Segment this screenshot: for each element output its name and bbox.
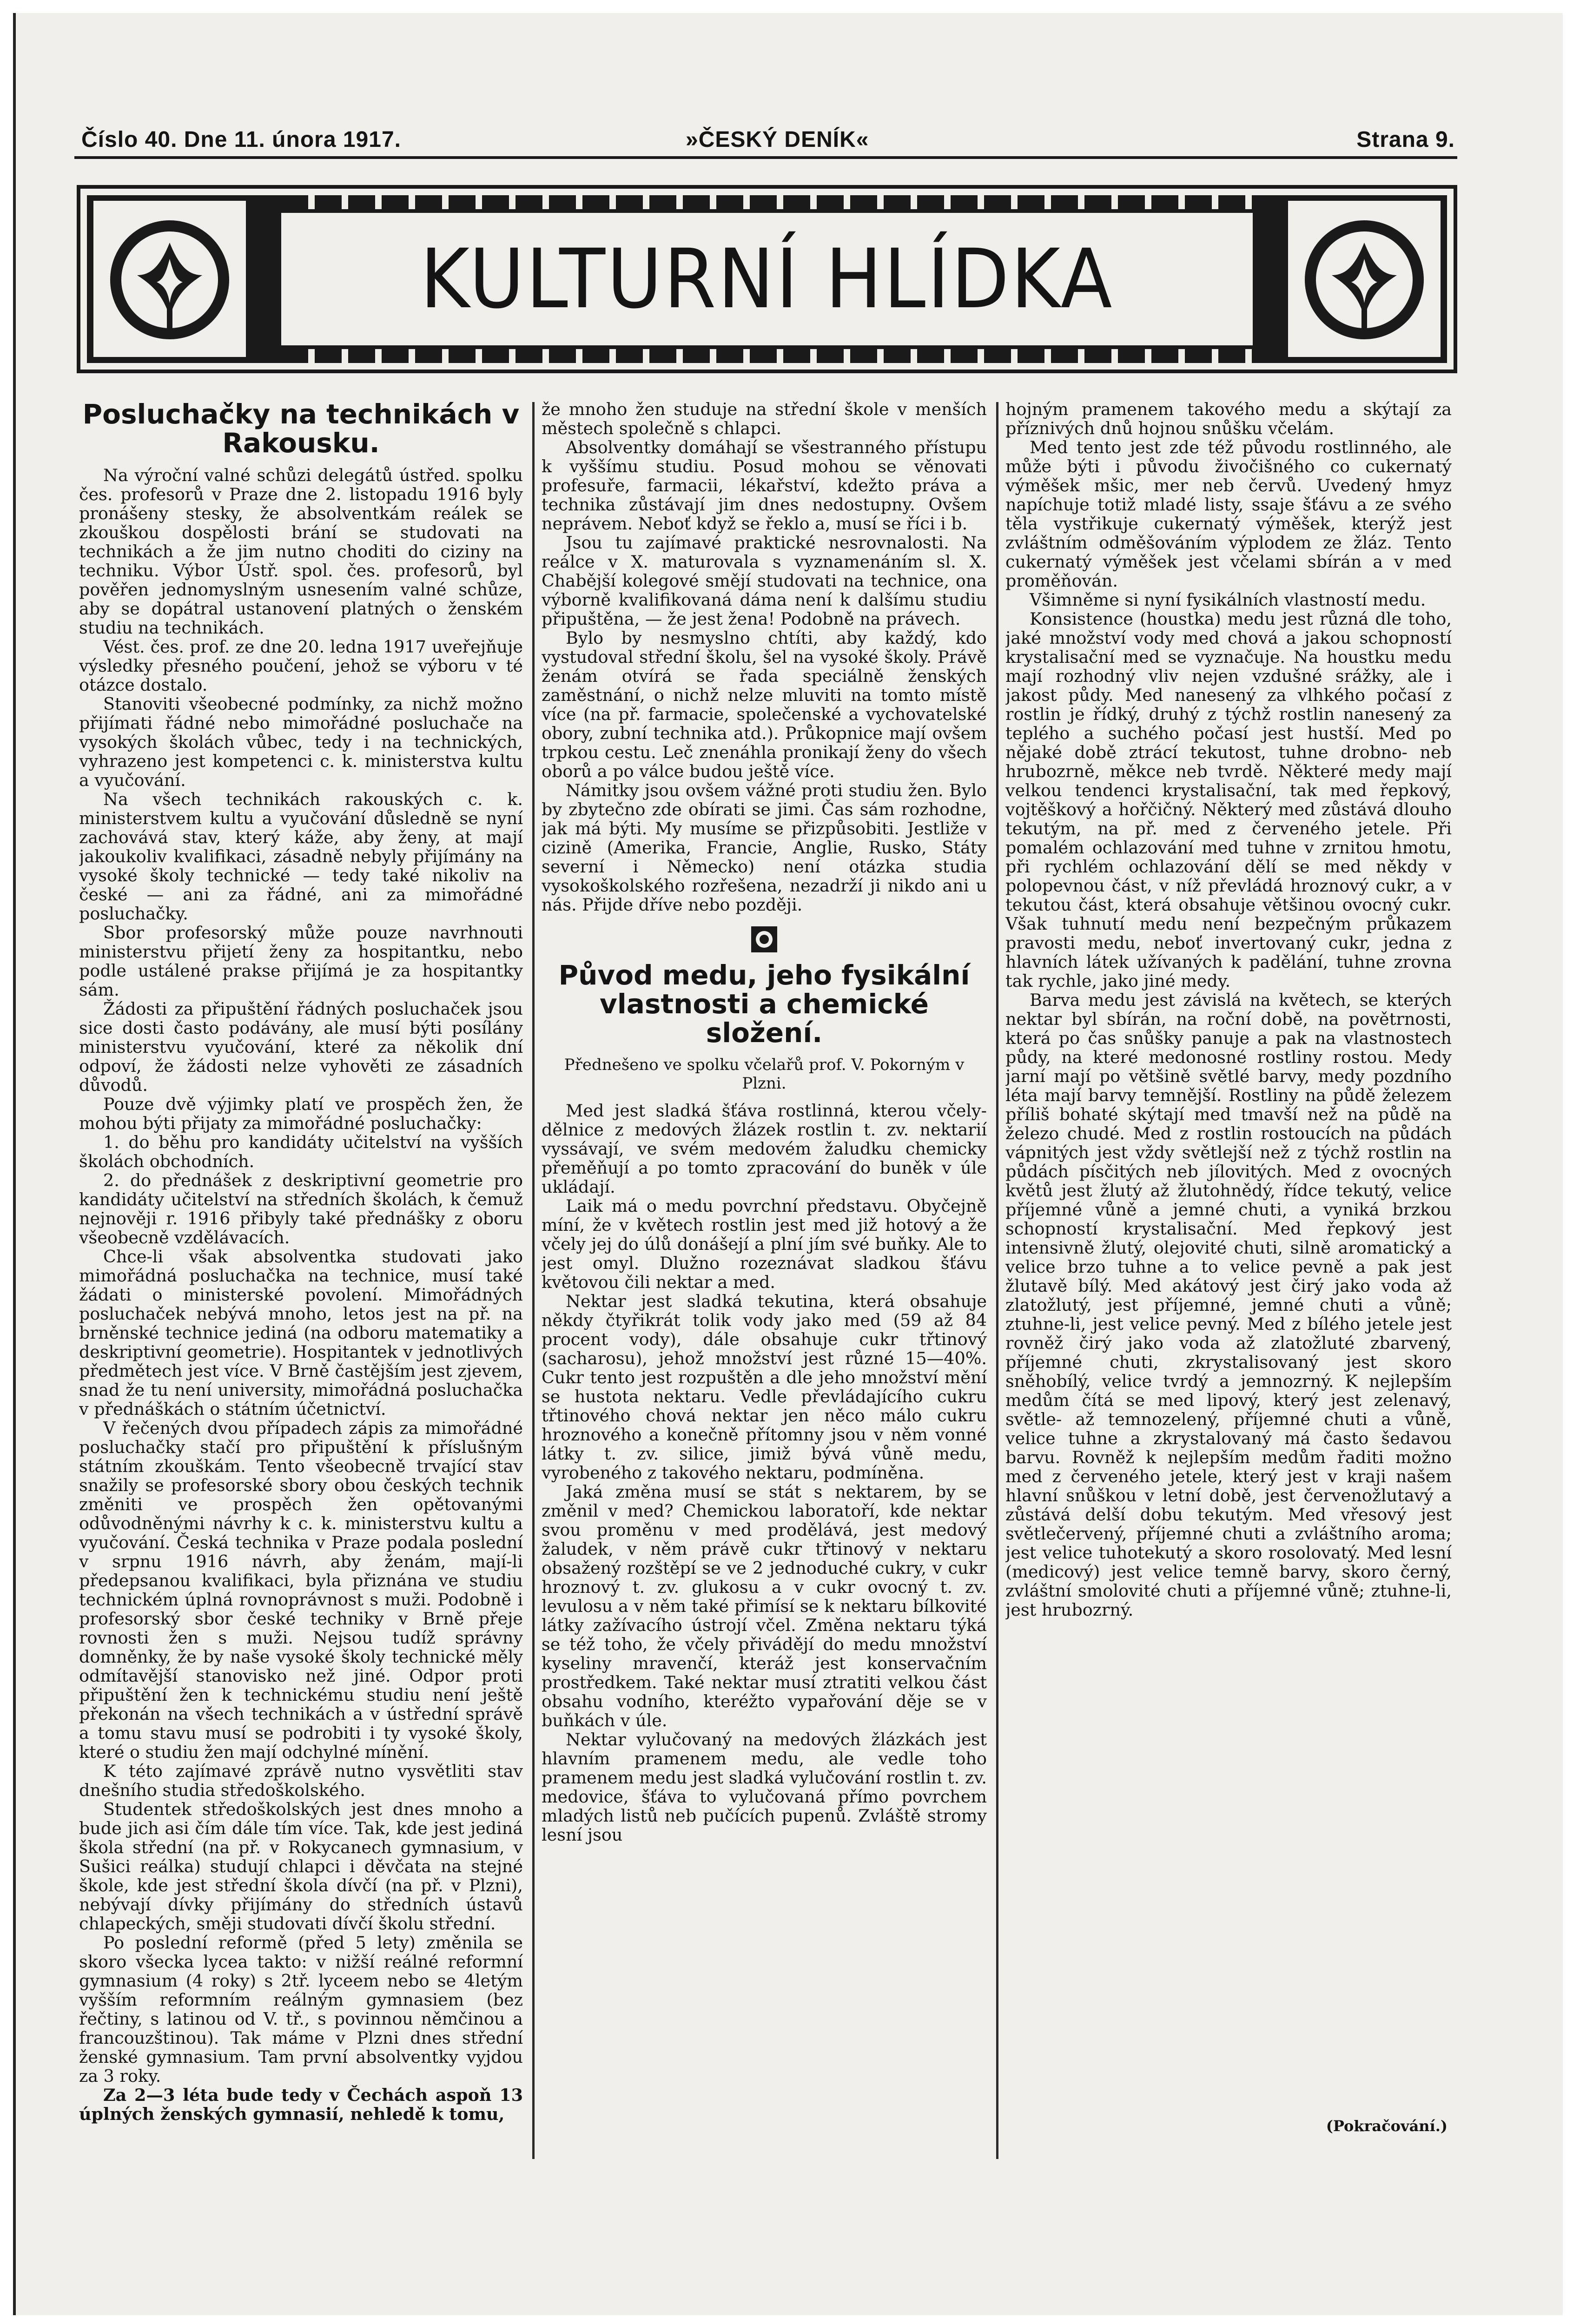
paragraph: 1. do běhu pro kandidáty učitelství na vyšších školách obchodních. bbox=[79, 1132, 523, 1171]
paragraph: Med tento jest zde též původu rostlinného, ale může býti i původu živočišného co cukernatý výměšek mšic, mer neb červů. Uvedený hmyz napíchuje totiž mladé listy, ssaje šťávu a ze svého těla vystřikuje cukernatý výměšek, kterýž jest zvláštním odměšováním výplodem ze žláz. Tento cukernatý výměšek jest včelami sbírán a v med proměňován. bbox=[1005, 437, 1452, 591]
paragraph: Pouze dvě výjimky platí ve prospěch žen, že mohou býti přijaty za mimořádné posluchačky: bbox=[79, 1094, 523, 1133]
page-header bbox=[81, 125, 1455, 155]
paragraph: Po poslední reformě (před 5 lety) změnila se skoro všecka lycea takto: v nižší reálné reformní gymnasium (4 roky) s 2tř. lyceem nebo se 4letým vyšším reformním reálným gymnasiem (bez řečtiny, s latinou od V. tř., s povinnou němčinou a francouzštinou). Tak máme v Plzni dnes střední ženské gymnasium. Tam první absolventky vyjdou za 3 roky. bbox=[79, 1933, 523, 2086]
article-title: Posluchačky na technikách v Rakousku. bbox=[82, 400, 520, 459]
paragraph: Studentek středoškolských jest dnes mnoho a bude jich asi čím dále tím více. Tak, kde jest jediná škola střední (na př. v Rokycanech gymnasium, v Sušici reálka) studují chlapci i děvčata na stejné škole, kde jest střední škola dívčí (na př. v Plzni), nebývají dívky přijímány do středních ústavů chlapeckých, směji studovati dívčí školu střední. bbox=[79, 1799, 523, 1934]
paragraph: Chce-li však absolventka studovati jako mimořádná posluchačka na technice, musí také žádati o ministerské povolení. Mimořádných posluchaček nebývá mnoho, letos jest na př. na brněnské technice jediná (na odboru matematiky a deskriptivní geometrie). Hospitantek v jednotlivých předmětech jest více. V Brně častějším jest zjevem, snad že tu není university, mimořádná posluchačka v přednáškách o státním účetnictví. bbox=[79, 1247, 523, 1419]
issue-number-date: Číslo 40. Dne 11. února 1917. bbox=[81, 127, 401, 152]
header-rule bbox=[74, 156, 1457, 159]
paragraph: Na výroční valné schůzi delegátů ústřed. spolku čes. profesorů v Praze dne 2. listopadu 1916 byly pronášeny stesky, že absolventkám reálek se zkouškou dospělosti brání se studovati na technikách a že jim nutno choditi do ciziny na techniku. Výbor Ústř. spol. čes. profesorů, byl pověřen jednomyslným usnesením valné schůze, aby se dopátral ustanovení platných o ženském studiu na technikách. bbox=[79, 465, 523, 638]
paragraph: Vést. čes. prof. ze dne 20. ledna 1917 uveřejňuje výsledky přesného poučení, jehož se výboru v té otázce dostalo. bbox=[79, 637, 523, 695]
column-3 bbox=[1005, 400, 1452, 2212]
continued-note: (Pokračování.) bbox=[1326, 2117, 1447, 2135]
section-title: KULTURNÍ HLÍDKA bbox=[420, 231, 1114, 327]
newspaper-name: »ČESKÝ DENÍK« bbox=[686, 127, 869, 152]
paragraph: Bylo by nesmyslno chtíti, aby každý, kdo vystudoval střední školu, šel na vysoké školy. Právě ženám otvírá se řada speciálně ženských zaměstnání, o nichž nelze mluviti na tomto místě více (na př. farmacie, společenské a vychovatelské obory, zubní technika atd.). Průkopnice mají ovšem trpkou cestu. Leč znenáhla pronikají ženy do všech oborů a po válce budou ještě více. bbox=[542, 628, 987, 781]
paragraph: hojným pramenem takového medu a skýtají za příznivých dnů hojnou snůšku včelám. bbox=[1005, 400, 1452, 438]
article-title: Původ medu, jeho fysikální vlastnosti a chemické složení. bbox=[558, 959, 970, 1049]
paragraph: 2. do přednášek z deskriptivní geometrie pro kandidáty učitelství na středních školách, k čemuž nejnověji r. 1916 přibyly také přednášky z oboru všeobecně vzdělávacích. bbox=[79, 1170, 523, 1248]
paragraph: Žádosti za připuštění řádných posluchaček jsou sice dosti často podávány, ale musí býti posílány ministerstvu vyučování, které za několik dní odpoví, že žádosti nelze vyhověti ze zásadních důvodů. bbox=[79, 999, 523, 1095]
article-byline: Přednešeno ve spolku včelařů prof. V. Pokorným v Plzni. bbox=[564, 1056, 965, 1093]
left-flower-emblem bbox=[91, 198, 249, 360]
banner-title-box bbox=[281, 213, 1253, 345]
paragraph: Za 2—3 léta bude tedy v Čechách aspoň 13 úplných ženských gymnasií, nehledě k tomu, bbox=[79, 2085, 523, 2124]
page-number: Strana 9. bbox=[1356, 127, 1455, 152]
flower-ornament-icon bbox=[105, 215, 235, 345]
paragraph: Sbor profesorský může pouze navrhnouti ministerstvu přijetí ženy za hospitantku, nebo podle ustálené prakse přijímá je za hospitantky sám. bbox=[79, 923, 523, 1000]
paragraph: Stanoviti všeobecné podmínky, za nichž možno přijímati řádné nebo mimořádné posluchače na vysokých školách vůbec, tedy i na technických, vyhrazeno jest kompetenci c. k. ministerstva kultu a vyučování. bbox=[79, 694, 523, 790]
paragraph: Absolventky domáhají se všestranného přístupu k vyššímu studiu. Posud mohou se věnovati profesuře, farmacii, lékařství, kdežto práva a technika zůstávají jim dnes nedostupny. Ovšem neprávem. Neboť když se řeklo a, musí se říci i b. bbox=[542, 437, 987, 534]
paragraph: Jaká změna musí se stát s nektarem, by se změnil v med? Chemickou laboratoří, kde nektar svou proměnu v med prodělává, jest medový žaludek, v něm právě cukr třtinový v nektaru obsažený rozštěpí se ve 2 jednoduché cukry, v cukr hroznový t. zv. glukosu a v cukr ovocný t. zv. levulosu a v něm také přimísí se k nektaru bílkovité látky zažívacího ústrojí včel. Změna nektaru týká se též toho, že včely přivádějí do medu množství kyseliny mravenčí, kteráž jest konservačním prostředkem. Také nektar musí ztratiti velkou část obsahu vodního, kteréžto vypařování děje se v buňkách v úle. bbox=[542, 1482, 987, 1730]
paragraph: že mnoho žen studuje na střední škole v menších městech společně s chlapci. bbox=[542, 400, 987, 438]
column-divider-2 bbox=[996, 402, 998, 2159]
paragraph: Jsou tu zajímavé praktické nesrovnalosti. Na reálce v X. maturovala s vyznamenáním sl. X. Chabější kolegové smějí studovati na technice, ona výborně kvalifikovaná dáma není k dalšímu studiu připuštěna, — že jest žena! Podobně na právech. bbox=[542, 533, 987, 629]
paragraph: Nektar vylučovaný na medových žlázkách jest hlavním pramenem medu, ale vedle toho pramenem medu jest sladká vylučování rostlin t. zv. medovice, šťáva to vylučovaná přímo povrchem mladých listů neb pučících pupenů. Zvláště stromy lesní jsou bbox=[542, 1730, 987, 1845]
banner-hatch-bottom bbox=[281, 349, 1253, 363]
paragraph: Všimněme si nyní fysikálních vlastností medu. bbox=[1030, 590, 1426, 610]
section-banner bbox=[77, 185, 1457, 373]
paragraph: Med jest sladká šťáva rostlinná, kterou včely-dělnice z medových žlázek rostlin t. zv. nektarií vyssávají, ve svém medovém žaludku chemicky přeměňují a po tomto zpracování do buněk v úle ukládají. bbox=[542, 1101, 987, 1197]
right-flower-emblem bbox=[1285, 198, 1443, 360]
paragraph: Laik má o medu povrchní představu. Obyčejně míní, že v květech rostlin jest med již hotový a že včely jej do úlů donášejí a plní jím své buňky. Ale to jest omyl. Dlužno rozeznávat sladkou šťávu květovou čili nektar a med. bbox=[542, 1196, 987, 1292]
paragraph: Konsistence (houstka) medu jest různá dle toho, jaké množství vody med chová a jakou schopností krystalisační med se vyznačuje. Na houstku medu mají rozhodný vliv nejen vzdušné srážky, ale i jakost půdy. Med nanesený za vlhkého počasí z rostlin je řídký, druhý z týchž rostlin nanesený za teplého a suchého počasí jest hustší. Med po nějaké době ztrácí tekutost, tuhne drobno- neb hrubozrně, měkce neb tvrdě. Některé medy mají velkou tendenci krystalisační, tak med řepkový, vojtěškový a hořčičný. Některý med zůstává dlouho tekutým, na př. med z červeného jetele. Při pomalém ochlazování med tuhne v zrnitou hmotu, při rychlém ochlazování dělí se med někdy v polopevnou část, v níž převládá hroznový cukr, a v tekutou část, která obsahuje většinou ovocný cukr. Však tuhnutí medu není bezpečným průkazem pravosti medu, neboť invertovaný cukr, jedna z hlavních látek užívaných k padělání, tuhne zrovna tak rychle, jako jiné medy. bbox=[1005, 609, 1452, 991]
flower-ornament-icon bbox=[1299, 215, 1429, 345]
column-2 bbox=[542, 400, 987, 2212]
column-1 bbox=[79, 400, 523, 2212]
paragraph: Námitky jsou ovšem vážné proti studiu žen. Bylo by zbytečno zde obírati se jimi. Čas sám rozhodne, jak má býti. My musíme se přizpůsobiti. Jestliže v cizině (Amerika, Francie, Anglie, Rusko, Státy severní i Německo) není otázka studia vysokoškolského rozřešena, nezadrží ji nikdo ani u nás. Přijde dříve nebo později. bbox=[542, 780, 987, 915]
section-separator-icon bbox=[751, 926, 777, 952]
paragraph: Nektar jest sladká tekutina, která obsahuje někdy čtyřikrát tolik vody jako med (59 až 84 procent vody), dále obsahuje cukr třtinový (sacharosu), jehož množství jest různé 15—40%. Cukr tento jest rozpuštěn a dle jeho množství mění se hustota nektaru. Vedle převládajícího cukru třtinového chová nektar jen něco málo cukru hroznového a konečně přítomny jsou v něm vonné látky t. zv. silice, jimiž bývá vůně medu, vyrobeného z takového nektaru, podmíněna. bbox=[542, 1291, 987, 1483]
column-divider-1 bbox=[532, 402, 535, 2159]
paragraph: K této zajímavé zprávě nutno vysvětliti stav dnešního studia středoškolského. bbox=[79, 1761, 523, 1800]
paragraph: Barva medu jest závislá na květech, se kterých nektar byl sbírán, na roční době, na povětrnosti, která po čas snůšky panuje a pak na vlastnostech půdy, na které medonosné rostliny rostou. Medy jarní mají po většině světlé barvy, medy pozdního léta mají barvy temnější. Rostliny na půdě železem příliš bohaté skýtají med tmavší než na půdě na železo chudé. Med z rostlin rostoucích na půdách vápnitých jest vždy světlejší než z týchž rostlin na půdách písčitých neb jílovitých. Med z ovocných květů jest žlutý až žlutohnědý, řídce tekutý, velice příjemné vůně a jemné chuti, a vyniká brzkou schopností krystalisační. Med řepkový jest intensivně žlutý, olejovité chuti, silně aromatický a velice brzo tuhne a to velice pevně a pak jest žlutavě bílý. Med akátový jest čirý jako voda až zlatožlutý, jest příjemné, jemné chuti a vůně; ztuhne-li, jest velice pevný. Med z bílého jetele jest rovněž čirý jako voda až zlatožluté zbarvený, příjemné chuti, zkrystalisovaný jest skoro sněhobílý, velice tvrdý a jemnozrný. K nejlepším medům čítá se med lipový, který jest zelenavý, světle- až temnozelený, příjemné chuti a vůně, velice tuhne a zkrystalovaný má často šedavou barvu. Rovněž k nejlepším medům řaditi možno med z červeného jetele, který jest v kraji našem hlavní snůškou v letní době, jest červenožlutavý a zůstává delší dobu tekutým. Med vřesový jest světlečervený, příjemné chuti a zvláštního aroma; jest velice tuhotekutý a skoro rosolovatý. Med lesní (medicový) jest velice temně barvy, skoro černý, zvláštní smolovité chuti a příjemné vůně; ztuhne-li, jest hrubozrný. bbox=[1005, 990, 1452, 1620]
banner-hatch-top bbox=[281, 195, 1253, 209]
paragraph: V řečených dvou případech zápis za mimořádné posluchačky stačí pro připuštění k příslušným státním zkouškám. Tento všeobecně trvající stav snažily se profesorské sbory obou českých technik změniti ve prospěch žen opětovanými odůvodněnými návrhy k c. k. ministerstvu kultu a vyučování. Česká technika v Praze podala poslední v srpnu 1916 návrh, aby ženám, mají-li předepsanou kvalifikaci, byla přiznána ve studiu technickém úplná rovnoprávnost s muži. Podobně i profesorský sbor české techniky v Brně přeje rovnosti žen s muži. Nejsou tudíž správny domněnky, že by naše vysoké školy technické měly odmítavější stanovisko než jiné. Odpor proti připuštění žen k technickému studiu není ještě překonán na všech technikách a v ústřední správě a tomu stavu musí se podrobiti i ty vysoké školy, které o studiu žen mají odchylné mínění. bbox=[79, 1418, 523, 1762]
paragraph: Na všech technikách rakouských c. k. ministerstvem kultu a vyučování důsledně se nyní zachovává stav, který káže, aby ženy, at mají jakoukoliv kvalifikaci, zásadně nebyly přijímány na vysoké školy technické — tedy také nikoliv na české — ani za řádné, ani za mimořádné posluchačky. bbox=[79, 789, 523, 924]
